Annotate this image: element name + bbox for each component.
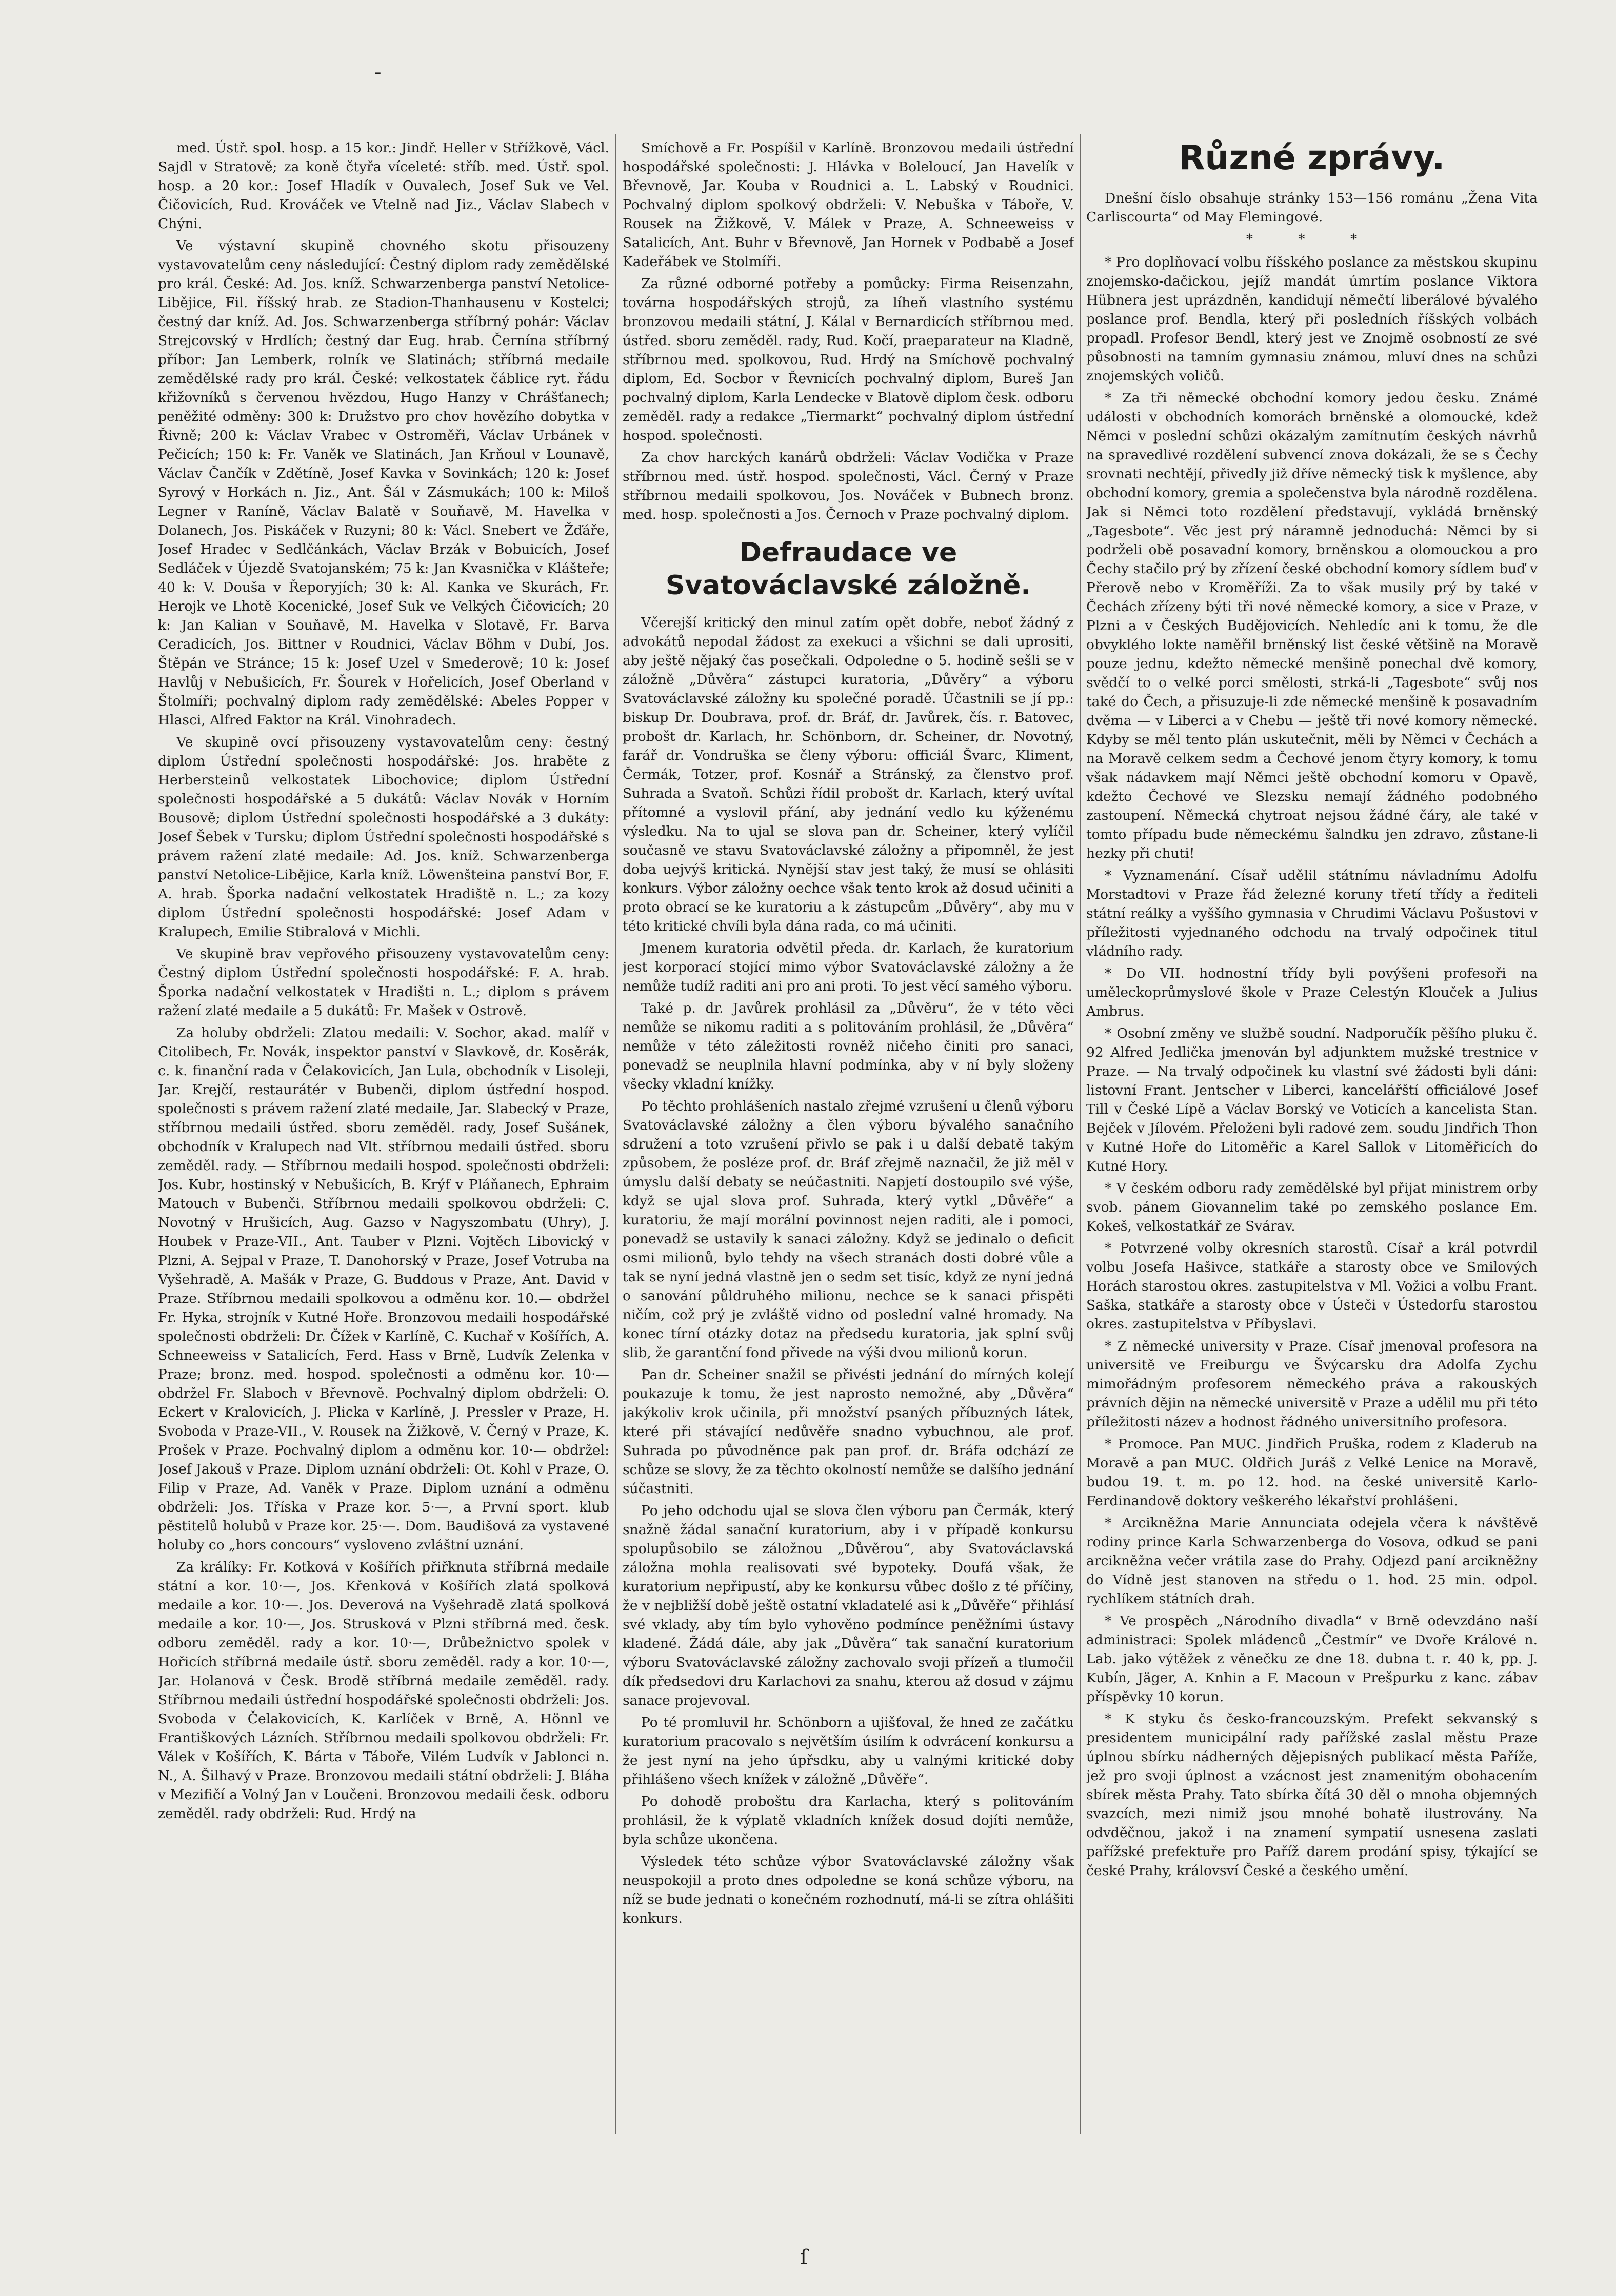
column-rule [1080, 134, 1081, 2134]
section-separator: * * * [1246, 231, 1378, 247]
news-item: * V českém odboru rady zemědělské byl přijat ministrem orby svob. pánem Giovannelim také po zemského poslance Em. Kokeš, velkostatkář ze Svárav. [1086, 1180, 1538, 1234]
article-paragraph: Po té promluvil hr. Schönborn a ujišťoval, že hned ze začátku kuratorium pracovalo s největším úsilím k odvrácení konkursu a že jest nyní na jeho úpřsdku, aby u valnými kritické doby přihlášeno všech knížek v záložně „Důvěře“. [623, 1715, 1074, 1787]
column-2 [623, 138, 1074, 2142]
article-paragraph: Včerejší kritický den minul zatím opět dobře, neboť žádný z advokátů nepodal žádost za exekuci a všichni se dali uprositi, aby ještě nějaký čas posečkali. Odpoledne o 5. hodině sešli se v záložně „Důvěra“ zástupci kuratoria, „Důvěry“ a výboru Svatováclavské záložny ku společné poradě. Účastnili se jí pp.: biskup Dr. Doubrava, prof. dr. Bráf, dr. Javůrek, čís. r. Batovec, probošt dr. Karlach, hr. Schönborn, dr. Scheiner, dr. Novotný, farář dr. Vondruška se členy výboru: officiál Švarc, Kliment, Čermák, Totzer, prof. Kosnář a Stránský, za členstvo prof. Suhrada a Svatoň. Schůzi řídil probošt dr. Karlach, který uvítal přítomné a vyslovil přání, aby jednání vedlo ku kýženému výsledku. Na to ujal se slova pan dr. Scheiner, který vylíčil současně ve stavu Svatováclavské záložny a připomněl, že jest doba uejvýš kritická. Nynější stav jest taký, že musí se ohlásiti konkurs. Výbor záložny oechce však tento krok až dosud učiniti a proto obrací se ke kuratoriu a k zástupcům „Důvěry“, aby mu v této kritické chvíli byla dána rada, co má učiniti. [623, 615, 1074, 934]
news-item: * Z německé university v Praze. Císař jmenoval profesora na universitě ve Freiburgu ve Švýcarsku dra Adolfa Zychu mimořádným profesorem německého práva a rakouských právních dějin na německé universitě v Praze a udělil mu při této příležitosti název a hodnost řádného universitního profesora. [1086, 1338, 1538, 1430]
news-item: * Ve prospěch „Národního divadla“ v Brně odevzdáno naší administraci: Spolek mládenců „Čestmír“ ve Dvoře Králové n. Lab. jako výtěžek z věnečku ze dne 18. dubna t. r. 40 k, pp. J. Kubín, Jäger, A. Knhin a F. Macoun v Prešpurku z kanc. zábav příspěvky 10 korun. [1086, 1613, 1538, 1705]
paragraph: med. Ústř. spol. hosp. a 15 kor.: Jindř. Heller v Střížkově, Václ. Sajdl v Stratově; za koně čtyřa víceleté: stříb. med. Ústř. spol. hosp. a 20 kor.: Josef Hladík v Ouvalech, Josef Suk ve Vel. Čičovicích, Rud. Krováček ve Vtelně nad Jiz., Václav Slabech v Chýni. [158, 140, 609, 232]
paragraph: Smíchově a Fr. Pospíšil v Karlíně. Bronzovou medaili ústřední hospodářské společnosti: J. Hlávka v Boleloucí, Jan Havelík v Břevnově, Jar. Kouba v Roudnici a. L. Labský v Roudnici. Pochvalný diplom spolkový obdrželi: V. Nebuška v Táboře, V. Rousek na Žižkově, V. Málek v Praze, A. Schneeweiss v Satalicích, Ant. Buhr v Břevnově, Jan Hornek v Podbabě a Josef Kadeřábek ve Stolmíři. [623, 140, 1074, 270]
article-paragraph: Pan dr. Scheiner snažil se přivésti jednání do mírných kolejí poukazuje k tomu, že jest naprosto nemožné, aby „Důvěra“ jakýkoliv krok učinila, při množství psaných příbuzných látek, které při stávající nedůvěře snadno vybuchnou, ale prof. Suhrada po původněnce pak pan prof. dr. Bráfa odchází ze schůze se slovy, že za těchto okolností nemůže se dalšího jednání súčastniti. [623, 1367, 1074, 1497]
article-paragraph: Výsledek této schůze výbor Svatováclavské záložny však neuspokojil a proto dnes odpoledne se koná schůze výboru, na níž se bude jednati o konečném rozhodnutí, má-li se zítra ohlášiti konkurs. [623, 1854, 1074, 1926]
paragraph: Ve výstavní skupině chovného skotu přisouzeny vystavovatelům ceny následující: Čestný diplom rady zemědělské pro král. České: Ad. Jos. kníž. Schwarzenberga panství Netolice-Libějice, Fil. říšský hrab. ze Stadion-Thanhausenu v Kostelci; čestný dar kníž. Ad. Jos. Schwarzenberga stříbrný pohár: Václav Strejcovský v Hrdlích; čestný dar Eug. hrab. Černína stříbrný příbor: Jan Lemberk, rolník ve Slatinách; stříbrná medaile zemědělské rady pro král. České: velkostatek čáblice ryt. řádu křižovníků s červenou hvězdou, Hugo Hanzy v Chrášťanech; peněžité odměny: 300 k: Družstvo pro chov hovězího dobytka v Řivně; 200 k: Václav Vrabec v Ostroměři, Václav Urbánek v Pečicích; 150 k: Fr. Vaněk ve Slatinách, Jan Krňoul v Lounavě, Václav Čančík v Zdětíně, Josef Kavka v Sovinkách; 120 k: Josef Syrový v Horkách n. Jiz., Ant. Šál v Zásmukách; 100 k: Miloš Legner v Raníně, Václav Balatě v Souňavě, M. Havelka v Dolanech, Jos. Piskáček v Ruzyni; 80 k: Václ. Snebert ve Žďáře, Josef Hradec v Sedlčánkách, Václav Brzák v Bobuicích, Josef Sedláček v Újezdě Svatojanském; 75 k: Jan Kvasnička v Klášteře; 40 k: V. Douša v Řeporyjích; 30 k: Al. Kanka ve Skurách, Fr. Herojk ve Lhotě Kocenické, Josef Suk ve Velkých Čičovicích; 20 k: Jan Kalian v Souňavě, M. Havelka v Slotavě, Fr. Barva Ceradicích, Jos. Bittner v Roudnici, Václav Böhm v Dubí, Jos. Štěpán ve Stránce; 15 k: Josef Uzel v Smederově; 10 k: Josef Havlůj v Nebušicích, Fr. Šourek v Hořelicích, Josef Oberland v Štolmíři; pochvalný diplom rady zemědělské: Abeles Popper v Hlasci, Alfred Faktor na Král. Vinohradech. [158, 238, 609, 728]
paragraph: Ve skupině ovcí přisouzeny vystavovatelům ceny: čestný diplom Ústřední společnosti hospodářské: Jos. hraběte z Herbersteinů velkostatek Libochovice; diplom Ústřední společnosti hospodářské a 5 dukátů: Václav Novák v Horním Bousově; diplom Ústřední společnosti hospodářské a 3 dukáty: Josef Šebek v Tursku; diplom Ústřední společnosti hospodářské s právem ražení zlaté medaile: Ad. Jos. kníž. Schwarzenberga panství Netolice-Libějice, Karla kníž. Löwenšteina panství Bor, F. A. hrab. Šporka nadační velkostatek Hradiště n. L.; za kozy diplom Ústřední společnosti hospodářské: Josef Adam v Kralupech, Emilie Stibralová v Michli. [158, 734, 609, 940]
paragraph: Za různé odborné potřeby a pomůcky: Firma Reisenzahn, továrna hospodářských strojů, za líheň vlastního systému bronzovou medaili státní, J. Kálal v Bernardicích stříbrnou med. ústřed. sboru zeměděl. rady, Rud. Kočí, praeparateur na Kladně, stříbrnou med. spolkovou, Rud. Hrdý na Smíchově pochvalný diplom, Ed. Socbor v Řevnicích pochvalný diplom, Bureš Jan pochvalný diplom, Karla Lendecke v Blatově diplom česk. odboru zeměděl. rady a redakce „Tiermarkt“ pochvalný diplom ústřední hospod. společnosti. [623, 276, 1074, 444]
column-3 [1086, 138, 1538, 2142]
section-headline: Různé zprávy. [1179, 138, 1445, 177]
bottom-page-mark: ſ [800, 2246, 808, 2269]
article-paragraph: Po dohodě proboštu dra Karlacha, který s politováním prohlásil, že k výplatě vkladních knížek dosud dojíti nemůže, byla schůze ukončena. [623, 1794, 1074, 1847]
news-item: * Do VII. hodnostní třídy byli povýšeni profesoři na uměleckoprůmyslové škole v Praze Celestýn Klouček a Julius Ambrus. [1086, 965, 1538, 1019]
section-lead: Dnešní číslo obsahuje stránky 153—156 románu „Žena Vita Carliscourta“ od May Flemingové. [1086, 190, 1538, 225]
column-rule [615, 134, 616, 2134]
article-paragraph: Po těchto prohlášeních nastalo zřejmé vzrušení u členů výboru Svatováclavské záložny a člen výboru bývalého sanačního sdružení a toto vzrušení přivlo se pak i u další debatě takým způsobem, že posléze prof. dr. Bráf zřejmě naznačil, že již měl v úmyslu další debaty se neúčastniti. Napjetí dostoupilo své výše, když se ujal slova prof. Suhrada, který vytkl „Důvěře“ a kuratoriu, že mají morální povinnost nejen raditi, ale i pomoci, ponevadž se ustavily k sanaci záložny. Když se jedinalo o deficit osmi milionů, bylo tehdy na všech stranách dosti dobré vůle a tak se nyní jedná vlastně jen o sedm set tisíc, když ze nyní jedná o sanování půldruhého milionu, nechce se k sanaci přispěti ničím, což prý je zvláště vidno od poslední valné hromady. Na konec tírní otázky dotaz na předsedu kuratoria, jak splní svůj slib, že garantční fond přivede na výši dvou milionů korun. [623, 1098, 1074, 1361]
news-item: * K styku čs česko-francouzským. Prefekt sekvanský s presidentem municipální rady pařížské zaslal městu Praze úplnou sbírku nádherných dějepisných publikací města Paříže, jež pro svoji úplnost a vzácnost jest znamenitým obohacením sbírek města Prahy. Tato sbírka čítá 30 děl o mnoha objemných svazcích, mezi nimiž jsou mnohé bohatě ilustrovány. Na odvděčnou, jakož i na znamení sympatií usnesena zaslati pařížské prefektuře pro Paříž darem prodání spisy, týkající se české Prahy, královsví České a českého umění. [1086, 1711, 1538, 1879]
news-item: * Arcikněžna Marie Annunciata odejela včera k návštěvě rodiny prince Karla Schwarzenberga do Vosova, odkud se pani arcikněžna večer vrátila zase do Prahy. Odjezd paní arcikněžny do Vídně jest stanoven na středu o 1. hod. 25 min. odpol. rychlíkem státních drah. [1086, 1515, 1538, 1607]
article-paragraph: Po jeho odchodu ujal se slova člen výboru pan Čermák, který snažně žádal sanační kuratorium, aby i v případě konkursu spolupůsobilo se záložnou „Důvěrou“, aby Svatováclavská záložna mohla realisovati své bypoteky. Doufá však, že kuratorium nepřipustí, aby ke konkursu vůbec došlo z té příčiny, že v nejbližší době ještě ostatní vkladatelé asi k „Důvěře“ přihlásí své vklady, aby tím bylo vyhověno podmínce peněžními ústavy kladené. Žádá dále, aby jak „Důvěra“ tak sanační kuratorium výboru Svatováclavské záložny zachovalo svoji přízeň a tlumočil dík předsedovi dru Karlachovi za snahu, kterou až dosud v zájmu sanace projevoval. [623, 1503, 1074, 1708]
news-item: * Pro doplňovací volbu říšského poslance za městskou skupinu znojemsko-dačickou, jejíž mandát úmrtím poslance Viktora Hübnera jest uprázdněn, kandidují němečtí liberálové bývalého poslance prof. Bendla, který při posledních říšských volbách propadl. Profesor Bendl, který jest ve Znojmě osobností ze své působnosti na tamním gymnasiu známou, mluví dnes na schůzi znojemských voličů. [1086, 254, 1538, 384]
article-headline: Defraudace ve Svatováclavské záložně. [665, 537, 1031, 601]
paragraph: Ve skupině brav vepřového přisouzeny vystavovatelům ceny: Čestný diplom Ústřední společnosti hospodářské: F. A. hrab. Šporka nadační velkostatek v Hradišti n. L.; diplom s právem ražení zlaté medaile a 5 dukátů: Fr. Mašek v Ostrově. [158, 946, 609, 1019]
paragraph: Za chov harckých kanárů obdrželi: Václav Vodička v Praze stříbrnou med. ústř. hospod. společnosti, Václ. Černý v Praze stříbrnou medaili spolkovou, Jos. Nováček v Bubnech bronz. med. hosp. společnosti a Jos. Černoch v Praze pochvalný diplom. [623, 450, 1074, 522]
news-item: * Potvrzené volby okresních starostů. Císař a král potvrdil volbu Josefa Hašivce, statkáře a starosty obce ve Smilových Horách starostou okres. zastupitelstva v Ml. Vožici a volbu Frant. Saška, statkáře a starosty obce v Ústeči v Ústedorfu starostou okres. zastupitelstva v Příbyslavi. [1086, 1240, 1538, 1332]
article-paragraph: Jmenem kuratoria odvětil předa. dr. Karlach, že kuratorium jest korporací stojící mimo výbor Svatováclavské záložny a že nemůže tudíž raditi ani pro ani proti. To jest věcí samého výboru. [623, 940, 1074, 994]
column-1 [158, 138, 609, 2142]
top-page-mark: - [374, 61, 382, 84]
news-item: * Promoce. Pan MUC. Jindřich Pruška, rodem z Kladerub na Moravě a pan MUC. Oldřich Juráš z Velké Lenice na Moravě, budou 19. t. m. po 12. hod. na české universitě Karlo-Ferdinandově doktory veškerého lékařství prohlášeni. [1086, 1436, 1538, 1509]
article-paragraph: Také p. dr. Javůrek prohlásil za „Důvěru“, že v této věci nemůže se nikomu raditi a s politováním prohlásil, že „Důvěra“ nemůže v této záležitosti rovněž ničeho činiti pro sanaci, ponevadž se neuplnila hlavní podmínka, aby v ní byly složeny všecky vkladní knížky. [623, 1000, 1074, 1092]
paragraph: Za holuby obdrželi: Zlatou medaili: V. Sochor, akad. malíř v Citolibech, Fr. Novák, inspektor panství v Slavkově, dr. Kosěrák, c. k. finanční rada v Čelakovicích, Jan Lula, obchodník v Lisoleji, Jar. Krejčí, restaurátér v Bubenči, diplom ústřední hospod. společnosti s právem ražení zlaté medaile, Jar. Slabecký v Praze, stříbrnou medaili ústřed. sboru zeměděl. rady, Josef Sušánek, obchodník v Kralupech nad Vlt. stříbrnou medaili ústřed. sboru zeměděl. rady. — Stříbrnou medaili hospod. společnosti obdrželi: Jos. Kubr, hostinský v Nebušicích, B. Krýf v Pláňanech, Ephraim Matouch v Bubenči. Stříbrnou medaili spolkovou obdrželi: C. Novotný v Hrušicích, Aug. Gazso v Nagyszombatu (Uhry), J. Houbek v Praze-VII., Ant. Tauber v Plzni. Vojtěch Libovický v Plzni, A. Sejpal v Praze, T. Danohorský v Praze, Josef Votruba na Vyšehradě, A. Mašák v Praze, G. Buddous v Praze, Ant. David v Praze. Stříbrnou medaili spolkovou a odměnu kor. 10.— obdržel Fr. Hyka, strojník v Kutné Hoře. Bronzovou medaili hospodářské společnosti obdrželi: Dr. Čížek v Karlíně, C. Kuchař v Košířích, A. Schneeweiss v Satalicích, Ferd. Hass v Brně, Ludvík Zelenka v Praze; bronz. med. hospod. společnosti a odměnu kor. 10·— obdržel Fr. Slaboch v Břevnově. Pochvalný diplom obdrželi: O. Eckert v Kralovicích, J. Plicka v Karlíně, J. Pressler v Praze, H. Svoboda v Praze-VII., V. Rousek na Žižkově, V. Černý v Praze, K. Prošek v Praze. Pochvalný diplom a odměnu kor. 10·— obdržel: Josef Jakouš v Praze. Diplom uznání obdrželi: Ot. Kohl v Praze, O. Filip v Praze, Ad. Vaněk v Praze. Diplom uznání a odměnu obdrželi: Jos. Tříska v Praze kor. 5·—, a První sport. klub pěstitelů holubů v Praze kor. 25·—. Dom. Baudišová za vystavené holuby co „hors concours“ vysloveno zvláštní uznání. [158, 1025, 609, 1553]
news-item: * Osobní změny ve službě soudní. Nadporučík pěšího pluku č. 92 Alfred Jedlička jmenován byl adjunktem mužské trestnice v Praze. — Na trvalý odpočinek ku vlastní své žádosti byli dáni: listovní Frant. Jentscher v Liberci, kancelářští officiálové Josef Till v České Lípě a Václav Borský ve Voticích a kancelista Stan. Bejček v Jílovém. Přeloženi byli radové zem. soudu Jindřich Thon v Kutné Hoře do Litoměřic a Karel Sallok v Litoměřicích do Kutné Hory. [1086, 1025, 1538, 1174]
news-item: * Vyznamenání. Císař udělil státnímu návladnímu Adolfu Morstadtovi v Praze řád železné koruny třetí třídy a řediteli státní reálky a vyššího gymnasia v Chrudimi Václavu Pošustovi v příležitosti vyjednaného odchodu na trvalý odpočinek titul vládního rady. [1086, 868, 1538, 959]
news-item: * Za tři německé obchodní komory jedou česku. Známé události v obchodních komorách brněnské a olomoucké, kdež Němci v poslední schůzi okázalým zamítnutím českých návrhů na spravedlivé rozdělení subvencí znova dokázali, že se s Čechy srovnati nechtějí, přivedly již dříve německý tisk k myšlence, aby obchodní komory, gremia a společenstva byla národně rozdělena. Jak si Němci toto rozdělení představují, vykládá brněnský „Tagesbote“. Věc jest prý náramně jednoduchá: Němci by si podrželi obě posavadní komory, brněnskou a olomouckou a pro Čechy stačilo prý by zřízení české obchodní komory sídlem buď v Přerově nebo v Kroměříži. Za to však musily prý by také v Čechách zřízeny býti tři nové německé komory, a sice v Praze, v Plzni a v Českých Budějovicích. Nehledíc ani k tomu, že dle obvyklého lokte naměřil brněnský list české většině na Moravě pouze jednu, kdežto německé menšině ponechal dvě komory, svědčí to o velké porci smělosti, strká-li „Tagesbote“ svůj nos také do Čech, a přisuzuje-li zde německé menšině k posavadním dvěma — v Liberci a v Chebu — ještě tři nové komory německé. Kdyby se měl tento plán uskutečnit, měli by Němci v Čechách a na Moravě celkem sedm a Čechové jenom čtyry komory, k tomu však nádavkem mají Němci ještě obchodní komoru v Opavě, kdežto Čechové ve Slezsku nemají žádného podobného zastoupení. Německá chytroat nejsou žádné čáry, ale také v tomto případu bude německému šalndku jen zdravo, zůstane-li hezky při chuti! [1086, 390, 1538, 861]
paragraph: Za králíky: Fr. Kotková v Košířích přiřknuta stříbrná medaile státní a kor. 10·—, Jos. Křenková v Košířích zlatá spolková medaile a kor. 10·—. Jos. Deverová na Vyšehradě zlatá spolková medaile a kor. 10·—, Jos. Strusková v Plzni stříbrná med. česk. odboru zeměděl. rady a kor. 10·—, Drůbežnictvo spolek v Hořicích stříbrná medaile ústř. sboru zeměděl. rady a kor. 10·—, Jar. Holanová v Česk. Brodě stříbrná medaile zeměděl. rady. Stříbrnou medaili ústřední hospodářské společnosti obdrželi: Jos. Svoboda v Čelakovicích, K. Karlíček v Brně, A. Hönnl ve Františkových Lázních. Stříbrnou medaili spolkovou obdrželi: Fr. Válek v Košířích, K. Bárta v Táboře, Vilém Ludvík v Jablonci n. N., A. Šilhavý v Praze. Bronzovou medaili státní obdrželi: J. Bláha v Mezifičí a Volný Jan v Loučeni. Bronzovou medaili česk. odboru zeměděl. rady obdrželi: Rud. Hrdý na [158, 1559, 609, 1822]
